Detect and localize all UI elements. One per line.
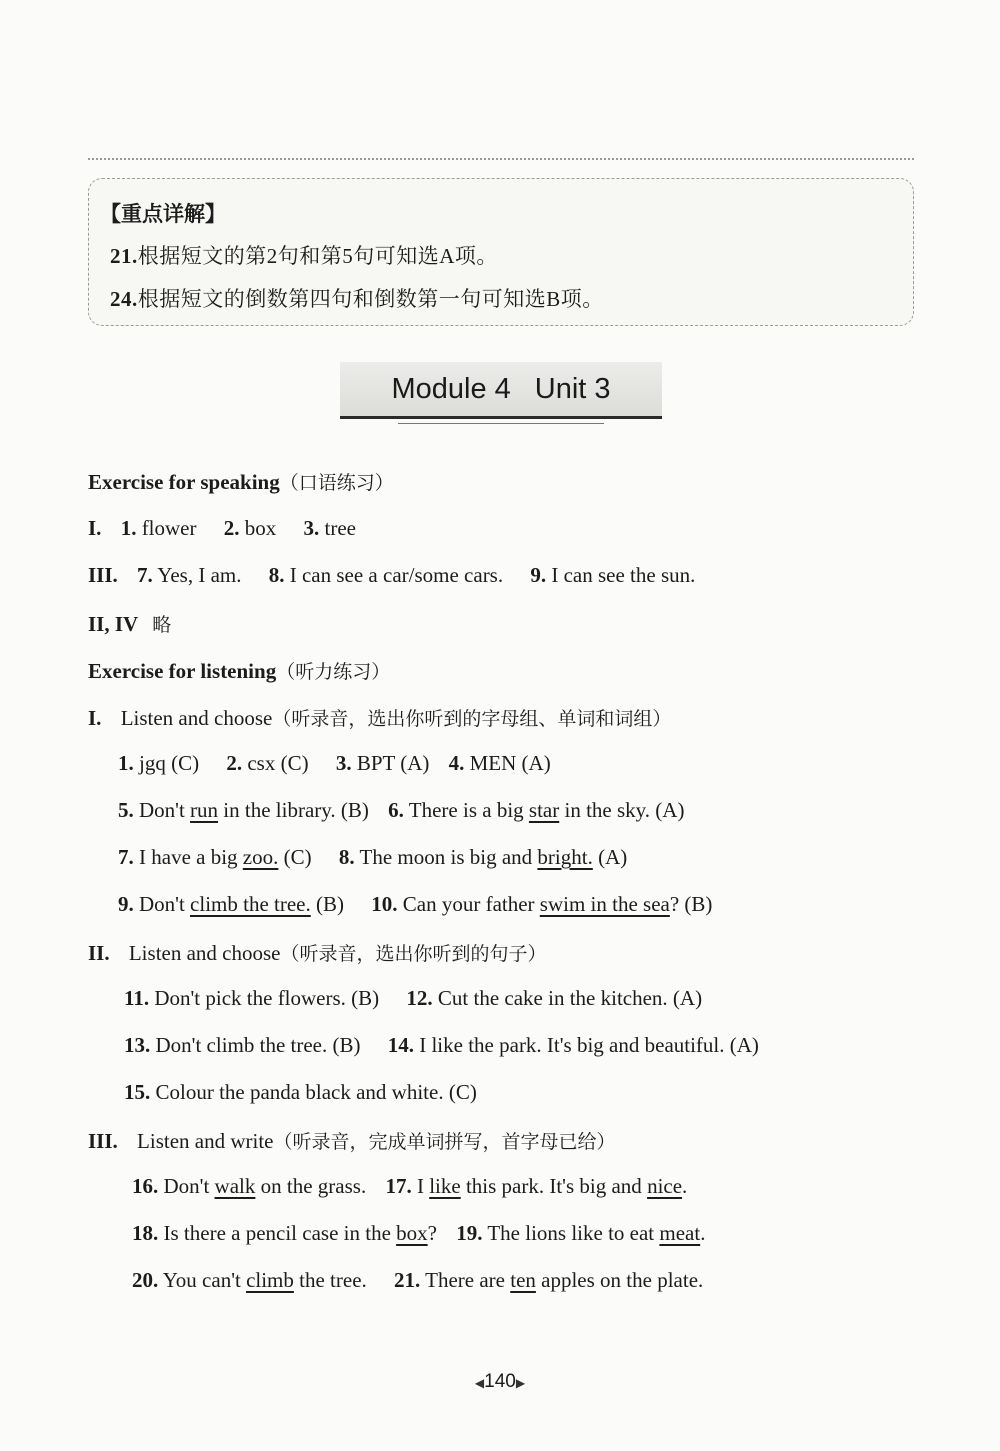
answer-text: MEN (A) [469, 751, 551, 775]
speaking-part-1 [88, 516, 356, 541]
answer-text: . [700, 1221, 706, 1245]
item-number: 8. [268, 563, 285, 587]
note-number: 24. [110, 287, 138, 311]
answer-text: Don't [139, 892, 191, 916]
answer-text: I can see a car/some cars. [289, 563, 504, 587]
item-number: 6. [388, 798, 404, 822]
answer-text: There is a big [408, 798, 529, 822]
item-number: 1. [118, 751, 134, 775]
unit-label: Unit 3 [534, 373, 611, 405]
part-label: I. [88, 706, 102, 730]
answer-text: flower [141, 516, 197, 540]
answer-text: I [416, 1174, 430, 1198]
answer-text: the tree. [293, 1268, 367, 1292]
heading-underline [340, 416, 662, 419]
answer-text: ? (B) [669, 892, 713, 916]
item-number: 3. [303, 516, 320, 540]
answer-text: You can't [162, 1268, 247, 1292]
speaking-part-3 [88, 563, 695, 588]
underlined-word: walk [214, 1174, 256, 1198]
item-number: 4. [448, 751, 465, 775]
omitted-text: 略 [152, 614, 172, 636]
item-number: 13. [124, 1033, 151, 1057]
item-number: 5. [118, 798, 134, 822]
answer-text: on the grass. [255, 1174, 367, 1198]
instruction-zh: （听录音，选出你听到的字母组、单词和词组） [272, 708, 672, 730]
section-heading [340, 362, 662, 416]
page-number-text: 140 [484, 1371, 516, 1392]
item-number: 18. [132, 1221, 159, 1245]
underlined-word: climb [246, 1268, 294, 1292]
part-label: III. [88, 563, 118, 587]
answer-text: Don't pick the flowers. (B) [154, 986, 380, 1010]
item-number: 10. [371, 892, 398, 916]
item-number: 12. [406, 986, 433, 1010]
listening-row-5-6 [118, 798, 684, 823]
answer-text: jgq (C) [139, 751, 200, 775]
item-number: 16. [132, 1174, 159, 1198]
listening-title-text: Exercise for listening [88, 659, 277, 683]
part-label: II. [88, 941, 110, 965]
answer-text: apples on the plate. [535, 1268, 704, 1292]
answer-text: box [244, 516, 277, 540]
note-text: 根据短文的倒数第四句和倒数第一句可知选B项。 [137, 287, 604, 311]
speaking-title-zh: （口语练习） [279, 472, 394, 494]
listening-title-zh: （听力练习） [276, 661, 391, 683]
item-number: 20. [132, 1268, 159, 1292]
item-number: 19. [456, 1221, 483, 1245]
instruction-text: Listen and choose [128, 941, 281, 965]
part-label: III. [88, 1129, 118, 1153]
answer-text: this park. It's big and [460, 1174, 648, 1198]
answer-text: csx (C) [247, 751, 309, 775]
answer-text: . [682, 1174, 688, 1198]
answer-text: Colour the panda black and white. (C) [155, 1080, 477, 1104]
underlined-word: bright. [537, 845, 593, 869]
answer-text: Can your father [402, 892, 540, 916]
part-label: II, IV [88, 612, 139, 636]
item-number: 14. [387, 1033, 414, 1057]
listening-part-3-instruction [88, 1127, 616, 1154]
answer-text: There are [425, 1268, 511, 1292]
answer-text: Don't climb the tree. (B) [155, 1033, 361, 1057]
note-line [110, 283, 604, 313]
answer-text: Is there a pencil case in the [163, 1221, 397, 1245]
instruction-zh: （听录音，完成单词拼写，首字母已给） [273, 1131, 616, 1153]
answer-text: BPT (A) [356, 751, 430, 775]
item-number: 7. [118, 845, 134, 869]
item-number: 1. [120, 516, 137, 540]
answer-text: tree [324, 516, 356, 540]
right-triangle-icon: ▶ [515, 1376, 526, 1390]
underlined-word: nice [647, 1174, 683, 1198]
listening-title [88, 657, 390, 684]
note-line [110, 240, 498, 270]
part-label: I. [88, 516, 102, 540]
listening-part-2-instruction [88, 939, 547, 966]
listening-part-1-instruction [88, 704, 671, 731]
left-triangle-icon: ◀ [474, 1376, 485, 1390]
listening-row-9-10 [118, 892, 712, 917]
listening-row-1-4 [118, 751, 551, 776]
answer-text: (B) [310, 892, 344, 916]
instruction-text: Listen and choose [120, 706, 273, 730]
item-number: 2. [226, 751, 243, 775]
answer-text: ? [427, 1221, 437, 1245]
listening-row-15 [124, 1080, 477, 1105]
underlined-word: zoo. [242, 845, 279, 869]
answer-text: Don't [163, 1174, 215, 1198]
underlined-word: star [528, 798, 560, 822]
item-number: 11. [124, 986, 150, 1010]
answer-text: in the library. (B) [218, 798, 369, 822]
item-number: 9. [530, 563, 547, 587]
listening-row-20-21 [132, 1268, 703, 1293]
speaking-title-text: Exercise for speaking [88, 470, 280, 494]
item-number: 3. [335, 751, 352, 775]
speaking-title [88, 468, 394, 495]
note-number: 21. [110, 244, 138, 268]
underlined-word: climb the tree. [190, 892, 311, 916]
answer-text: (A) [592, 845, 628, 869]
underlined-word: box [396, 1221, 428, 1245]
item-number: 15. [124, 1080, 151, 1104]
answer-text: The moon is big and [359, 845, 538, 869]
item-number: 2. [223, 516, 240, 540]
instruction-zh: （听录音，选出你听到的句子） [280, 943, 547, 965]
answer-text: in the sky. (A) [559, 798, 685, 822]
speaking-part-2-4 [88, 610, 171, 637]
top-dotted-rule [88, 158, 914, 160]
underlined-word: like [429, 1174, 461, 1198]
answer-text: I like the park. It's big and beautiful. (A) [419, 1033, 759, 1057]
answer-text: The lions like to eat [487, 1221, 660, 1245]
underlined-word: meat [659, 1221, 701, 1245]
note-title: 【重点详解】 [100, 202, 226, 226]
answer-text: Cut the cake in the kitchen. (A) [437, 986, 703, 1010]
underlined-word: ten [510, 1268, 536, 1292]
item-number: 21. [394, 1268, 421, 1292]
answer-text: Don't [139, 798, 191, 822]
answer-text: Yes, I am. [157, 563, 242, 587]
module-label: Module 4 [391, 373, 511, 405]
underlined-word: swim in the sea [539, 892, 670, 916]
note-text: 根据短文的第2句和第5句可知选A项。 [137, 244, 498, 268]
item-number: 9. [118, 892, 134, 916]
instruction-text: Listen and write [137, 1129, 274, 1153]
heading-underline-thin [398, 423, 604, 424]
listening-row-11-12 [124, 986, 702, 1011]
item-number: 17. [385, 1174, 412, 1198]
listening-row-18-19 [132, 1221, 705, 1246]
underlined-word: run [190, 798, 219, 822]
listening-row-7-8 [118, 845, 627, 870]
listening-row-16-17 [132, 1174, 687, 1199]
page-number [460, 1371, 540, 1393]
listening-row-13-14 [124, 1033, 759, 1058]
answer-text: (C) [278, 845, 312, 869]
item-number: 8. [338, 845, 355, 869]
answer-text: I have a big [139, 845, 243, 869]
item-number: 7. [137, 563, 153, 587]
answer-text: I can see the sun. [551, 563, 696, 587]
